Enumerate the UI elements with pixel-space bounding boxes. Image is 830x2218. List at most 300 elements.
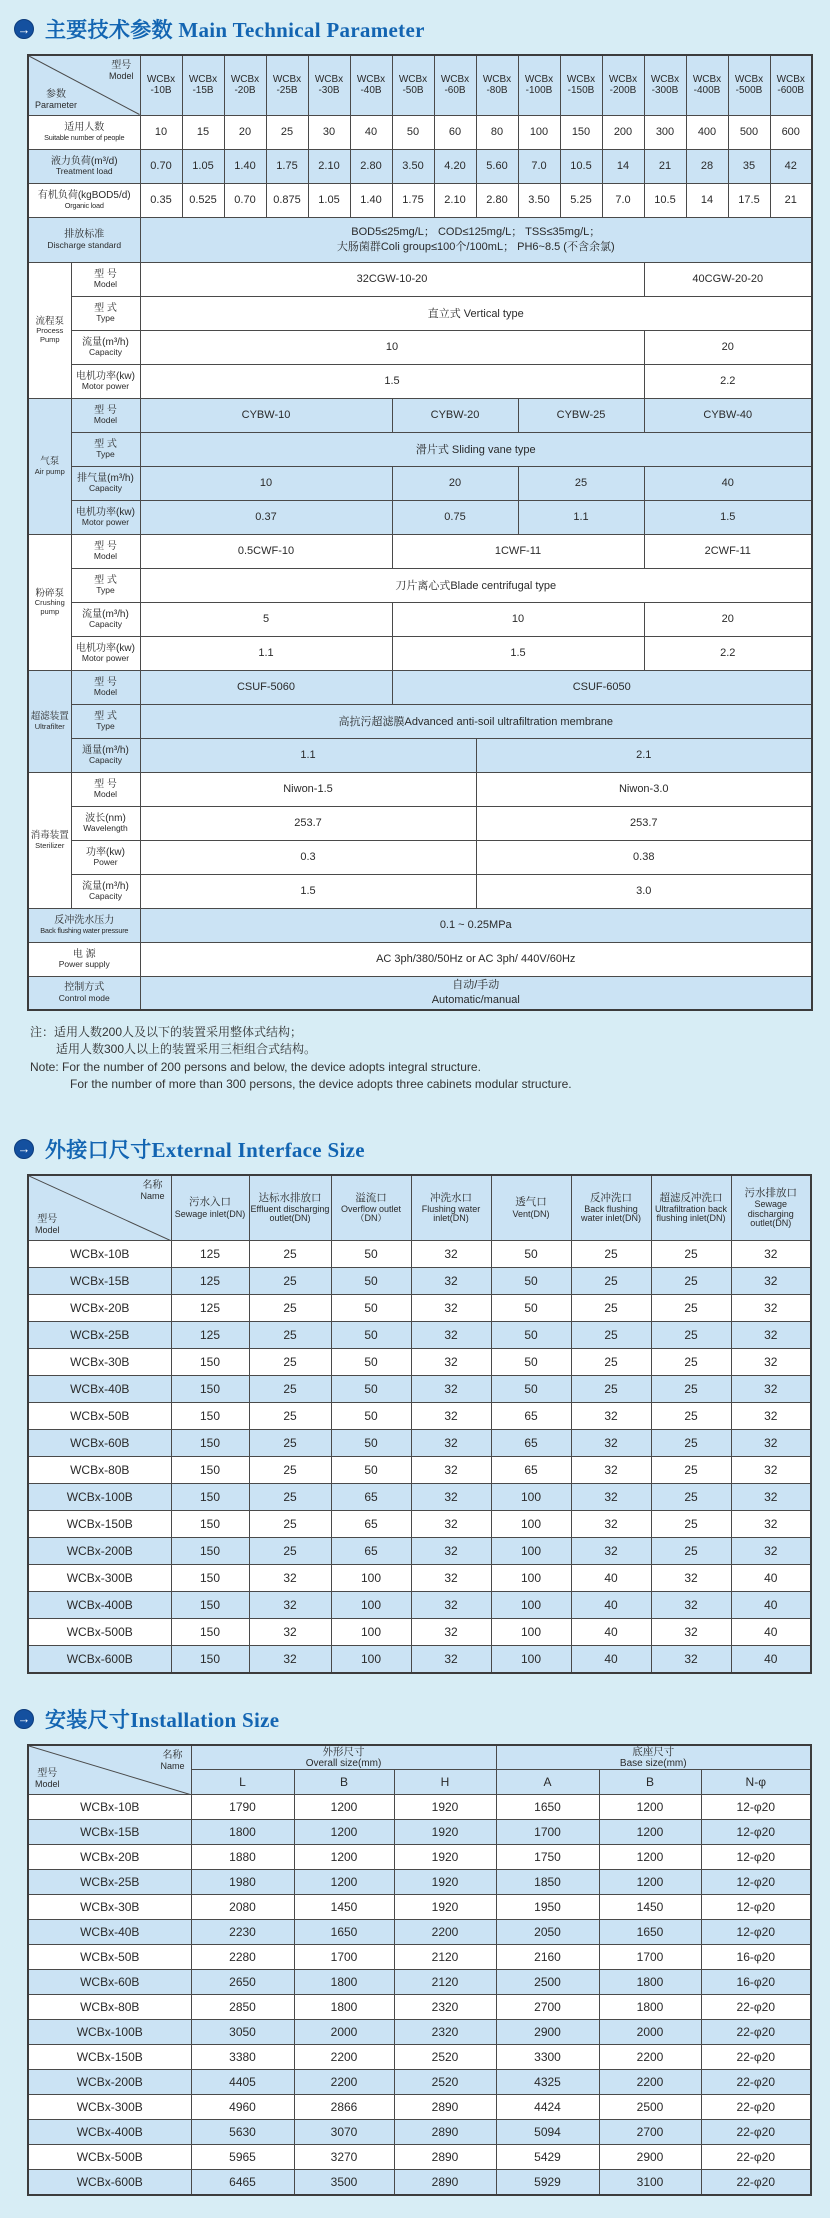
value-cell: 4405 (191, 2070, 294, 2095)
value-cell: 25 (249, 1268, 331, 1295)
model-cell: WCBx-30B (28, 1895, 191, 1920)
value-cell: 12-φ20 (701, 1845, 811, 1870)
value-cell: 32 (651, 1619, 731, 1646)
label-cn: 适用人数 (64, 122, 105, 134)
title-en: Installation Size (130, 1707, 280, 1732)
value-cell: 22-φ20 (701, 2095, 811, 2120)
value-cell: 50 (491, 1241, 571, 1268)
label-en: Flushing water inlet(DN) (421, 1203, 481, 1224)
value-cell: 25 (651, 1295, 731, 1322)
row-label-cell (71, 738, 140, 772)
dimension-header-cell: B (599, 1770, 701, 1795)
model-line: -200B (609, 85, 637, 97)
model-cell: WCBx-100B (28, 1484, 171, 1511)
parameter-row (28, 670, 812, 704)
model-line: WCBx (146, 73, 176, 85)
value-cell: 150 (171, 1511, 249, 1538)
corner-top-label (140, 1180, 164, 1202)
value-cell: 150 (171, 1592, 249, 1619)
value-cell: 1450 (294, 1895, 394, 1920)
model-cell: WCBx-600B (28, 1646, 171, 1673)
model-cell: WCBx-50B (28, 1945, 191, 1970)
model-cell: WCBx-60B (28, 1430, 171, 1457)
value-cell: CYBW-25 (518, 398, 644, 432)
value-cell: 1.40 (350, 183, 392, 217)
parameter-row (28, 874, 812, 908)
value-cell: 32CGW-10-20 (140, 262, 644, 296)
value-cell: 1800 (599, 1970, 701, 1995)
value-cell: 2.2 (644, 636, 812, 670)
row-label-cell (71, 330, 140, 364)
parameter-row (28, 262, 812, 296)
label-cn: 外形尺寸 (322, 1745, 365, 1758)
model-line: WCBx (776, 73, 805, 85)
value-cell: 100 (331, 1619, 411, 1646)
value-cell: 40 (350, 115, 392, 149)
value-cell: 4960 (191, 2095, 294, 2120)
label-en: Motor power (81, 381, 130, 392)
model-cell: WCBx-200B (28, 2070, 191, 2095)
model-header-cell (476, 55, 518, 115)
row-label-cell (71, 568, 140, 602)
label-cn: 名称 (142, 1179, 163, 1191)
label-en: Air pump (34, 466, 65, 476)
label-cn: 型 号 (94, 778, 117, 790)
value-cell: 32 (411, 1241, 491, 1268)
table-row (28, 2045, 811, 2070)
model-header-cell (644, 55, 686, 115)
value-cell: 40 (571, 1646, 651, 1673)
label-cn: 型 式 (94, 438, 117, 450)
value-cell: 32 (411, 1430, 491, 1457)
label-en: Model (93, 415, 118, 426)
row-label-cell (71, 534, 140, 568)
group-label-cell (28, 262, 71, 398)
value-cell: 32 (731, 1457, 811, 1484)
label-en: Type (96, 585, 115, 596)
label-en: Capacity (88, 891, 123, 902)
page-title (45, 14, 425, 44)
table-row (28, 1565, 811, 1592)
model-line: WCBx (272, 73, 302, 85)
value-cell: 0.35 (140, 183, 182, 217)
value-cell: 1650 (599, 1920, 701, 1945)
table-row (28, 1592, 811, 1619)
interface-header-row (28, 1175, 811, 1241)
value-cell: 35 (728, 149, 770, 183)
label-en: Sewage discharging outlet(DN) (747, 1198, 794, 1229)
value-cell: 0.37 (140, 500, 392, 534)
value-cell: 50 (491, 1295, 571, 1322)
label-en: Capacity (88, 483, 123, 494)
value-cell: 5.60 (476, 149, 518, 183)
label-cn: 冲洗水口 (430, 1191, 472, 1204)
value-cell: 1.1 (518, 500, 644, 534)
model-cell: WCBx-30B (28, 1349, 171, 1376)
value-cell: 2000 (294, 2020, 394, 2045)
label-cn: 流量(m³/h) (82, 336, 129, 348)
value-cell: 1200 (599, 1795, 701, 1820)
value-cell: 14 (602, 149, 644, 183)
value-cell: 4.20 (434, 149, 476, 183)
value-cell: 0.875 (266, 183, 308, 217)
row-label-cell (71, 432, 140, 466)
installation-size-table (27, 1744, 812, 2196)
value-cell: 32 (651, 1592, 731, 1619)
value-cell: AC 3ph/380/50Hz or AC 3ph/ 440V/60Hz (140, 942, 812, 976)
model-header-cell (266, 55, 308, 115)
value-cell: 10 (140, 115, 182, 149)
value-cell: 25 (651, 1403, 731, 1430)
value-cell: 2850 (191, 1995, 294, 2020)
value-cell: 12-φ20 (701, 1870, 811, 1895)
value-cell: 1850 (496, 1870, 599, 1895)
value-cell: 1920 (394, 1820, 496, 1845)
value-line: Automatic/manual (431, 993, 520, 1006)
value-cell: 32 (249, 1619, 331, 1646)
row-label-cell (71, 602, 140, 636)
corner-bottom-label (35, 89, 77, 111)
corner-cell (28, 1175, 171, 1241)
arrow-bullet-icon: → (14, 1709, 34, 1729)
model-line: WCBx (188, 73, 218, 85)
parameter-row (28, 738, 812, 772)
value-cell: 4325 (496, 2070, 599, 2095)
model-line: WCBx (608, 73, 638, 85)
value-cell: 25 (571, 1268, 651, 1295)
value-cell: 0.525 (182, 183, 224, 217)
value-cell: 2520 (394, 2045, 496, 2070)
label-cn: 波长(nm) (85, 812, 126, 824)
model-line: WCBx (524, 73, 554, 85)
row-label-cell (28, 115, 140, 149)
parameter-row (28, 296, 812, 330)
value-cell: 1950 (496, 1895, 599, 1920)
parameter-row (28, 183, 812, 217)
value-cell: 32 (731, 1295, 811, 1322)
value-cell: 32 (411, 1349, 491, 1376)
value-cell: 32 (571, 1430, 651, 1457)
value-cell: 25 (266, 115, 308, 149)
value-cell: 12-φ20 (701, 1895, 811, 1920)
label-en: Vent(DN) (512, 1208, 550, 1219)
value-cell: 20 (224, 115, 266, 149)
value-cell: 1.75 (266, 149, 308, 183)
value-cell: 20 (644, 602, 812, 636)
value-cell: 32 (731, 1484, 811, 1511)
value-cell: 2080 (191, 1895, 294, 1920)
size-group-header-cell (191, 1745, 496, 1770)
value-cell: 17.5 (728, 183, 770, 217)
label-cn: 粉碎泵 (35, 588, 64, 600)
value-cell: 32 (411, 1538, 491, 1565)
value-cell: 12-φ20 (701, 1795, 811, 1820)
value-cell: 12-φ20 (701, 1820, 811, 1845)
value-cell: 22-φ20 (701, 2070, 811, 2095)
parameter-row (28, 432, 812, 466)
value-cell: 125 (171, 1322, 249, 1349)
model-line: -25B (276, 85, 298, 97)
value-cell: 150 (171, 1430, 249, 1457)
value-cell: 150 (171, 1349, 249, 1376)
value-cell: 1200 (294, 1795, 394, 1820)
value-cell: 100 (491, 1592, 571, 1619)
value-cell: CYBW-40 (644, 398, 812, 432)
value-cell: 125 (171, 1241, 249, 1268)
model-line: -15B (192, 85, 214, 97)
model-cell: WCBx-10B (28, 1241, 171, 1268)
value-cell: 32 (731, 1349, 811, 1376)
value-cell: 14 (686, 183, 728, 217)
table-row (28, 1322, 811, 1349)
value-cell: 12-φ20 (701, 1920, 811, 1945)
value-cell: 25 (249, 1538, 331, 1565)
value-cell: 2900 (496, 2020, 599, 2045)
label-en: Effluent discharging outlet(DN) (250, 1203, 330, 1224)
label-cn: 达标水排放口 (258, 1191, 322, 1204)
row-label-cell (71, 398, 140, 432)
model-header-cell (518, 55, 560, 115)
row-label-cell (28, 908, 140, 942)
section-title (45, 1134, 365, 1164)
value-cell: 50 (331, 1403, 411, 1430)
value-cell: 100 (491, 1565, 571, 1592)
model-line: -10B (150, 85, 172, 97)
value-cell: 25 (249, 1241, 331, 1268)
model-cell: WCBx-300B (28, 1565, 171, 1592)
value-cell: 32 (411, 1484, 491, 1511)
value-cell: 32 (411, 1268, 491, 1295)
value-cell: 150 (171, 1457, 249, 1484)
model-line: -60B (444, 85, 466, 97)
label-cn: 型 式 (94, 574, 117, 586)
value-cell: 1200 (294, 1845, 394, 1870)
value-cell: 50 (331, 1322, 411, 1349)
value-cell: 50 (331, 1376, 411, 1403)
value-cell: 25 (249, 1484, 331, 1511)
parameter-row (28, 398, 812, 432)
value-cell: 2890 (394, 2145, 496, 2170)
value-cell: 1CWF-11 (392, 534, 644, 568)
label-en: Control mode (58, 992, 110, 1003)
value-cell: 25 (571, 1241, 651, 1268)
value-cell: 25 (249, 1430, 331, 1457)
model-line: -300B (651, 85, 679, 97)
value-cell: 2230 (191, 1920, 294, 1945)
table-row (28, 1484, 811, 1511)
label-en: Type (96, 313, 115, 324)
value-cell: 5630 (191, 2120, 294, 2145)
row-label-cell (71, 364, 140, 398)
model-cell: WCBx-15B (28, 1268, 171, 1295)
column-header-cell (249, 1175, 331, 1241)
table-row (28, 2070, 811, 2095)
label-en: Name (140, 1190, 165, 1201)
value-cell: 25 (249, 1295, 331, 1322)
value-cell: CSUF-6050 (392, 670, 812, 704)
table-row (28, 1430, 811, 1457)
section-title (45, 1704, 279, 1734)
label-en: Organic load (64, 200, 104, 210)
value-cell: 0.3 (140, 840, 476, 874)
value-cell: 22-φ20 (701, 2170, 811, 2195)
value-cell: 32 (731, 1241, 811, 1268)
value-cell: 2120 (394, 1970, 496, 1995)
value-cell: 40 (571, 1619, 651, 1646)
value-cell: 40 (731, 1592, 811, 1619)
value-cell: 32 (731, 1322, 811, 1349)
section-title-installation-size (14, 1704, 830, 1734)
group-label-cell (28, 772, 71, 908)
label-cn: 污水排放口 (744, 1186, 797, 1199)
value-cell: 125 (171, 1268, 249, 1295)
value-cell: 32 (731, 1511, 811, 1538)
value-cell: 1.1 (140, 738, 476, 772)
label-cn: 电机功率(kw) (76, 506, 135, 518)
table-row (28, 2145, 811, 2170)
value-cell: 1790 (191, 1795, 294, 1820)
table-row (28, 1619, 811, 1646)
value-cell: 25 (651, 1511, 731, 1538)
value-cell: 100 (491, 1646, 571, 1673)
value-cell: 50 (331, 1241, 411, 1268)
value-cell: 3380 (191, 2045, 294, 2070)
parameter-row (28, 636, 812, 670)
model-header-cell (770, 55, 812, 115)
value-cell: 25 (249, 1322, 331, 1349)
parameter-row (28, 115, 812, 149)
label-cn: 有机负荷(kgBOD5/d) (37, 190, 131, 202)
row-label-cell (71, 806, 140, 840)
value-cell: 1800 (294, 1970, 394, 1995)
table-row (28, 1295, 811, 1322)
value-cell (140, 976, 812, 1010)
parameter-row (28, 330, 812, 364)
table-row (28, 1870, 811, 1895)
model-cell: WCBx-400B (28, 2120, 191, 2145)
value-cell: 1200 (294, 1870, 394, 1895)
model-cell: WCBx-500B (28, 1619, 171, 1646)
value-cell: 32 (411, 1565, 491, 1592)
label-cn: 名称 (162, 1749, 183, 1761)
corner-top-label (160, 1750, 184, 1772)
value-cell: 50 (491, 1268, 571, 1295)
external-interface-size-table (27, 1174, 812, 1674)
value-cell: CYBW-10 (140, 398, 392, 432)
model-header-cell (140, 55, 182, 115)
value-cell: 150 (171, 1646, 249, 1673)
value-cell: 40 (731, 1646, 811, 1673)
label-en: Sewage inlet(DN) (174, 1208, 246, 1219)
table-row (28, 1349, 811, 1376)
parameter-row (28, 908, 812, 942)
value-cell: 150 (171, 1538, 249, 1565)
label-cn: 通量(m³/h) (82, 744, 129, 756)
row-label-cell (71, 874, 140, 908)
value-cell: 25 (518, 466, 644, 500)
value-cell: 32 (411, 1322, 491, 1349)
value-line: 大肠菌群Coli group≤100个/100mL； PH6~8.5 (不含余氯) (336, 240, 615, 253)
model-line: WCBx (230, 73, 260, 85)
value-cell: 100 (331, 1592, 411, 1619)
label-en: Back flushing water pressure (40, 925, 129, 935)
label-en: Overall size(mm) (305, 1758, 382, 1770)
label-en: Parameter (35, 99, 78, 110)
model-line: WCBx (692, 73, 722, 85)
value-cell: 50 (491, 1322, 571, 1349)
value-cell: 3070 (294, 2120, 394, 2145)
label-en: Discharge standard (47, 239, 122, 250)
value-cell: 2890 (394, 2095, 496, 2120)
group-label-cell (28, 398, 71, 534)
table-row (28, 1403, 811, 1430)
model-line: WCBx (734, 73, 764, 85)
model-cell: WCBx-40B (28, 1920, 191, 1945)
value-cell: 5 (140, 602, 392, 636)
table-row (28, 2020, 811, 2045)
value-cell: 1.5 (644, 500, 812, 534)
model-cell: WCBx-200B (28, 1538, 171, 1565)
label-cn: 污水入口 (189, 1196, 231, 1209)
label-en: Overflow outlet （DN） (340, 1203, 402, 1224)
value-cell: CSUF-5060 (140, 670, 392, 704)
value-cell: 253.7 (140, 806, 476, 840)
value-cell: 10 (140, 466, 392, 500)
label-cn: 型号 (111, 60, 132, 71)
parameter-row (28, 772, 812, 806)
table-row (28, 1376, 811, 1403)
value-cell: 25 (249, 1457, 331, 1484)
value-cell: 50 (491, 1349, 571, 1376)
value-cell: 1200 (294, 1820, 394, 1845)
label-cn: 消毒装置 (30, 830, 69, 842)
value-cell: 25 (571, 1322, 651, 1349)
parameter-row (28, 364, 812, 398)
column-header-cell (411, 1175, 491, 1241)
value-cell: 32 (571, 1484, 651, 1511)
model-cell: WCBx-40B (28, 1376, 171, 1403)
value-cell: 3.0 (476, 874, 812, 908)
value-cell: 125 (171, 1295, 249, 1322)
value-cell: 2.80 (350, 149, 392, 183)
value-cell: 1800 (599, 1995, 701, 2020)
label-en: Sterilizer (35, 840, 65, 850)
model-cell: WCBx-150B (28, 1511, 171, 1538)
parameter-row (28, 840, 812, 874)
label-cn: 型 号 (94, 404, 117, 416)
value-cell: 50 (331, 1349, 411, 1376)
model-header-cell (686, 55, 728, 115)
model-header-cell (728, 55, 770, 115)
value-cell: 22-φ20 (701, 2045, 811, 2070)
value-cell: 40 (571, 1565, 651, 1592)
value-cell: 22-φ20 (701, 2145, 811, 2170)
model-header-cell (224, 55, 266, 115)
column-header-cell (331, 1175, 411, 1241)
value-cell: 1800 (191, 1820, 294, 1845)
value-cell: 0.38 (476, 840, 812, 874)
value-cell: 25 (651, 1241, 731, 1268)
value-cell: 2890 (394, 2170, 496, 2195)
value-cell: 25 (651, 1538, 731, 1565)
main-technical-parameter-table (27, 54, 813, 1011)
table-row (28, 1820, 811, 1845)
value-cell: 32 (411, 1295, 491, 1322)
value-cell: 65 (331, 1511, 411, 1538)
label-en: Motor power (81, 517, 130, 528)
label-en: Capacity (88, 619, 123, 630)
label-cn: 流量(m³/h) (82, 608, 129, 620)
